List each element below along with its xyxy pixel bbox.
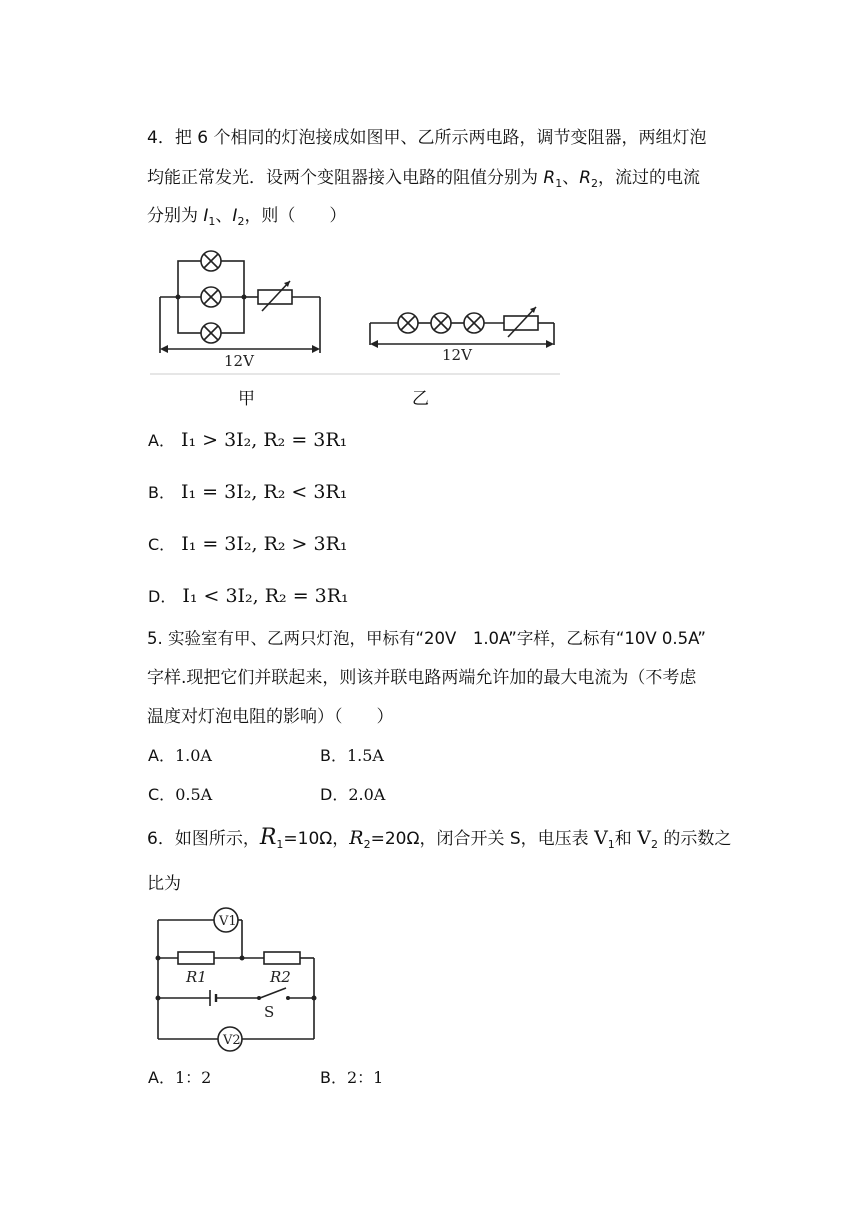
q5-option-c[interactable]: [148, 783, 212, 807]
q4-line-1: 4．把 6 个相同的灯泡接成如图甲、乙所示两电路，调节变阻器，两组灯泡: [147, 128, 707, 148]
r1-label: R1: [186, 968, 207, 986]
option-text: 2.0A: [348, 785, 386, 804]
q5-line-3: 温度对灯泡电阻的影响）（ ）: [147, 707, 394, 727]
q6-option-a[interactable]: [148, 1066, 211, 1090]
option-expression: I₁ > 3I₂, R₂ = 3R₁: [180, 429, 348, 451]
option-letter: B．: [320, 1068, 347, 1087]
q5-option-b[interactable]: [320, 744, 384, 768]
q4-line-3-text: 分别为: [147, 206, 204, 226]
option-letter: D．: [320, 785, 349, 804]
q4-option-d[interactable]: [148, 584, 349, 609]
option-expression: I₁ < 3I₂, R₂ = 3R₁: [182, 585, 349, 607]
option-letter: D．: [148, 587, 177, 606]
q5-line-2: 字样.现把它们并联起来，则该并联电路两端允许加的最大电流为（不考虑: [147, 668, 697, 688]
q6-line-2: 比为: [147, 874, 181, 894]
q4-r2-symbol: R: [579, 168, 592, 188]
option-text: 0.5A: [175, 785, 213, 804]
v2-label: V2: [223, 1033, 241, 1048]
q4-line-2: 均能正常发光．设两个变阻器接入电路的阻值分别为 $R_1$、$R_2$，流过的电流: [147, 168, 701, 190]
v1-label: V1: [219, 914, 237, 929]
q6-option-b[interactable]: [320, 1066, 383, 1090]
option-text: 1.5A: [346, 746, 384, 765]
q6-line-1: 6．如图所示，$R_1=10\Omega$，$R_2=20\Omega$，闭合开关 S，电压表 $V_1$和 $V_2$ 的示数之: [147, 825, 732, 851]
option-text: 1：2: [174, 1068, 212, 1087]
option-text: 2：1: [346, 1068, 384, 1087]
q6-line-1-text: 6．如图所示，: [147, 829, 260, 849]
q4-separator: 、: [562, 168, 580, 188]
q4-line-3: 分别为 $I_1$、$I_2$，则（ ）: [147, 206, 347, 228]
resistor-r2: [264, 952, 300, 964]
fig-label-yi: 乙: [412, 389, 429, 409]
fig-label-jia: 甲: [238, 389, 255, 409]
q4-option-c[interactable]: [148, 532, 348, 557]
option-letter: A．: [148, 431, 175, 450]
q6-r1-value: =10Ω，: [283, 829, 350, 849]
q5-line-1: 5. 实验室有甲、乙两只灯泡，甲标有“20V 1.0A”字样，乙标有“10V 0.5A”: [147, 629, 706, 648]
q6-line-1-tail: 的示数之: [657, 829, 732, 849]
q4-separator-2: 、: [215, 206, 233, 226]
lamp-icon: [431, 313, 451, 333]
q4-i2-symbol: I: [232, 206, 238, 226]
q4-option-b[interactable]: [148, 480, 347, 505]
q5-option-d[interactable]: [320, 783, 385, 807]
lamp-icon: [464, 313, 484, 333]
switch-s: [260, 988, 286, 998]
option-letter: B．: [320, 746, 347, 765]
lamp-icon: [201, 287, 221, 307]
s-label: S: [264, 1003, 275, 1021]
q4-line-3-tail: ，则（ ）: [244, 206, 347, 226]
q4-line-2-text: 均能正常发光．设两个变阻器接入电路的阻值分别为: [147, 168, 544, 188]
q4-i1-symbol: I: [203, 206, 209, 226]
option-text: 1.0A: [174, 746, 212, 765]
resistor-r1: [178, 952, 214, 964]
option-letter: C．: [148, 535, 176, 554]
q4-r1-symbol: R: [543, 168, 556, 188]
q4-circuit-figure: [148, 245, 568, 380]
option-expression: I₁ = 3I₂, R₂ < 3R₁: [180, 481, 348, 503]
option-letter: A．: [148, 1068, 175, 1087]
lamp-icon: [201, 251, 221, 271]
q6-r2-value: =20Ω，闭合开关 S，电压表: [370, 829, 595, 849]
q4-line-2-tail: ，流过的电流: [598, 168, 701, 188]
q6-circuit-figure: [148, 906, 328, 1052]
lamp-icon: [398, 313, 418, 333]
q6-and: 和: [614, 829, 638, 849]
option-letter: B．: [148, 483, 175, 502]
option-letter: A．: [148, 746, 175, 765]
yi-voltage-label: 12V: [442, 346, 472, 364]
r2-label: R2: [270, 968, 291, 986]
q4-option-a[interactable]: [148, 428, 347, 453]
option-expression: I₁ = 3I₂, R₂ > 3R₁: [181, 533, 348, 555]
lamp-icon: [201, 323, 221, 343]
jia-voltage-label: 12V: [224, 352, 254, 370]
q5-option-a[interactable]: [148, 744, 212, 768]
option-letter: C．: [148, 785, 176, 804]
